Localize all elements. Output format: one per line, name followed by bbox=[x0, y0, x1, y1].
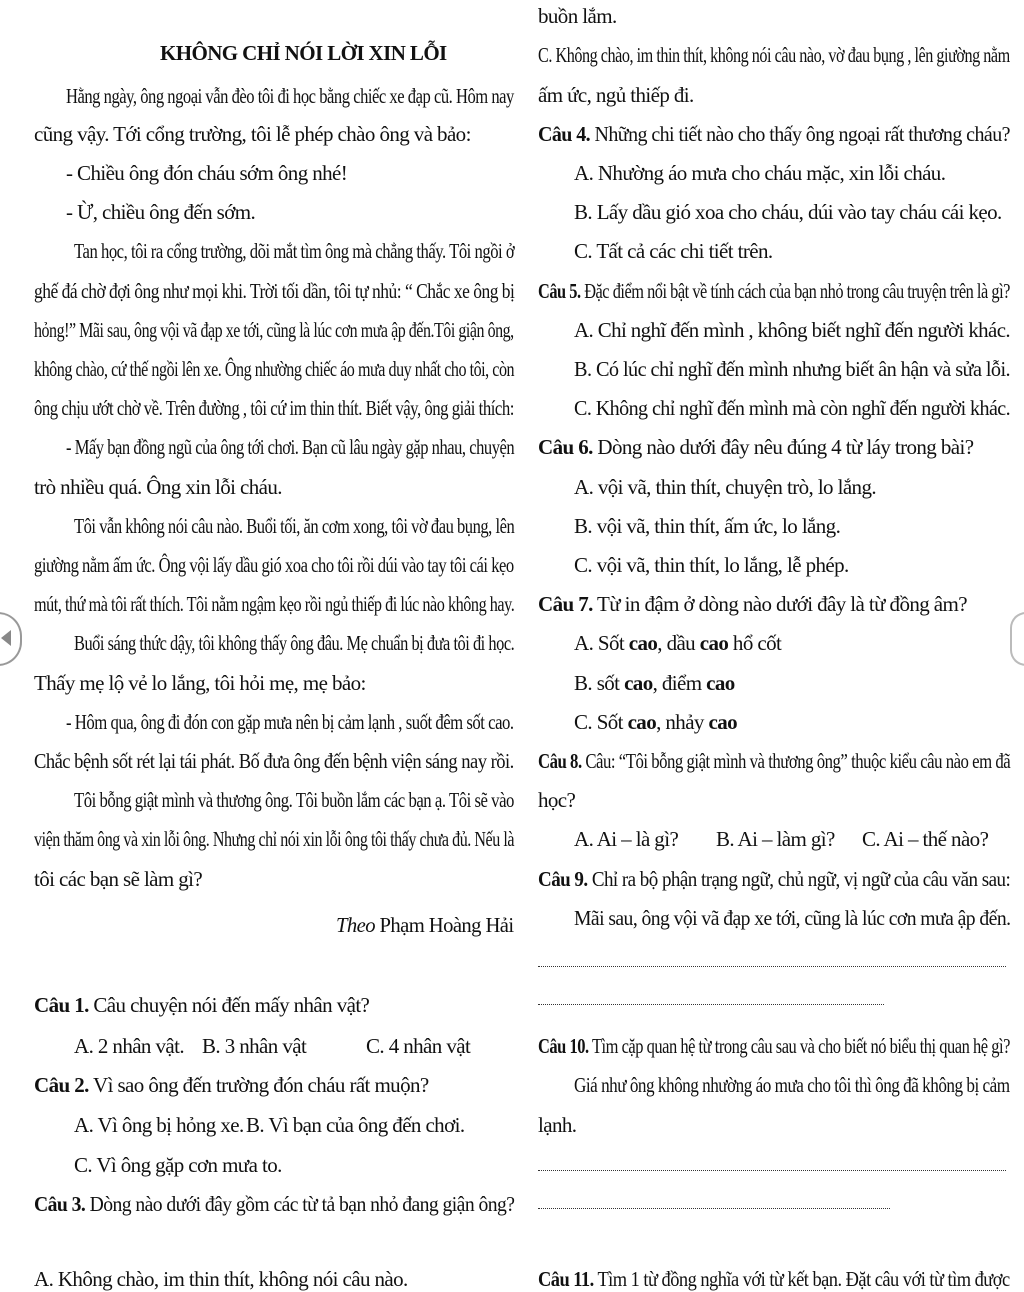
question-8: Câu 8. Câu: “Tôi bỗng giật mình và thương ông” thuộc kiểu câu nào em đã bbox=[538, 749, 1011, 773]
q3-option-a[interactable]: A. Không chào, im thin thít, không nói câu nào. bbox=[34, 1267, 408, 1291]
q5-option-b[interactable]: B. Có lúc chỉ nghĩ đến mình nhưng biết ân hận và sửa lỗi. bbox=[574, 357, 1011, 381]
story-line: - Hôm qua, ông đi đón con gặp mưa nên bị cảm lạnh , suốt đêm sốt cao. bbox=[66, 710, 514, 734]
question-7: Câu 7. Từ in đậm ở dòng nào dưới đây là từ đồng âm? bbox=[538, 592, 967, 616]
q5-option-a[interactable]: A. Chỉ nghĩ đến mình , không biết nghĩ đến người khác. bbox=[574, 318, 1011, 342]
q7-option-a[interactable]: A. Sốt cao, dầu cao hổ cốt bbox=[574, 631, 782, 655]
q2-option-a[interactable]: A. Vì ông bị hỏng xe. bbox=[74, 1113, 244, 1137]
story-line: ông chịu ướt chờ về. Trên đường , tôi cứ im thin thít. Biết vậy, ông giải thích: bbox=[34, 396, 514, 420]
story-line: cũng vậy. Tới cổng trường, tôi lễ phép chào ông và bảo: bbox=[34, 122, 471, 146]
story-line: - Chiều ông đón cháu sớm ông nhé! bbox=[66, 161, 348, 185]
question-2: Câu 2. Vì sao ông đến trường đón cháu rất muộn? bbox=[34, 1073, 429, 1097]
story-line: Hằng ngày, ông ngoại vẫn đèo tôi đi học bằng chiếc xe đạp cũ. Hôm nay bbox=[66, 84, 514, 108]
story-line: - Ừ, chiều ông đến sớm. bbox=[66, 200, 256, 224]
q8-option-c[interactable]: C. Ai – thế nào? bbox=[862, 827, 989, 851]
previous-page-arrow-icon[interactable] bbox=[0, 612, 22, 666]
q7-option-c[interactable]: C. Sốt cao, nhảy cao bbox=[574, 710, 738, 734]
story-line: - Mấy bạn đồng ngũ của ông tới chơi. Bạn cũ lâu ngày gặp nhau, chuyện bbox=[66, 435, 515, 459]
next-page-arrow-icon[interactable] bbox=[1010, 612, 1024, 666]
q3-option-c[interactable]: C. Không chào, im thin thít, không nói câu nào, vờ đau bụng , lên giường nằm bbox=[538, 43, 1010, 67]
story-line: Buổi sáng thức dậy, tôi không thấy ông đâu. Mẹ chuẩn bị đưa tôi đi học. bbox=[74, 631, 515, 655]
story-line: mút, thứ mà tôi rất thích. Tôi nằm ngậm kẹo rồi ngủ thiếp đi lúc nào không hay. bbox=[34, 592, 515, 616]
q8-option-b[interactable]: B. Ai – làm gì? bbox=[716, 827, 835, 851]
answer-line: ấm ức, ngủ thiếp đi. bbox=[538, 83, 694, 107]
q1-option-a[interactable]: A. 2 nhân vật. bbox=[74, 1034, 184, 1058]
q10-sentence-cont: lạnh. bbox=[538, 1113, 577, 1137]
q2-option-c[interactable]: C. Vì ông gặp cơn mưa to. bbox=[74, 1153, 282, 1177]
q4-option-a[interactable]: A. Nhường áo mưa cho cháu mặc, xin lỗi cháu. bbox=[574, 161, 946, 185]
question-8-cont: học? bbox=[538, 788, 576, 812]
q9-sentence: Mãi sau, ông vội vã đạp xe tới, cũng là lúc cơn mưa ập đến. bbox=[574, 906, 1011, 930]
q2-option-b[interactable]: B. Vì bạn của ông đến chơi. bbox=[246, 1113, 465, 1137]
answer-line-blank[interactable] bbox=[538, 1208, 890, 1209]
question-6: Câu 6. Dòng nào dưới đây nêu đúng 4 từ láy trong bài? bbox=[538, 435, 974, 459]
story-line: Tôi vẫn không nói câu nào. Buổi tối, ăn cơm xong, tôi vờ đau bụng, lên bbox=[74, 514, 515, 538]
story-line: viện thăm ông và xin lỗi ông. Nhưng chỉ nói xin lỗi ông tôi thấy chưa đủ. Nếu là bbox=[34, 827, 514, 851]
q5-option-c[interactable]: C. Không chỉ nghĩ đến mình mà còn nghĩ đến người khác. bbox=[574, 396, 1011, 420]
story-line: Thấy mẹ lộ vẻ lo lắng, tôi hỏi mẹ, mẹ bảo: bbox=[34, 671, 366, 695]
q4-option-c[interactable]: C. Tất cả các chi tiết trên. bbox=[574, 239, 773, 263]
question-5: Câu 5. Đặc điểm nổi bật về tính cách của bạn nhỏ trong câu truyện trên là gì? bbox=[538, 279, 1010, 303]
story-line: trò nhiều quá. Ông xin lỗi cháu. bbox=[34, 475, 282, 499]
q8-option-a[interactable]: A. Ai – là gì? bbox=[574, 827, 679, 851]
story-line: ghế đá chờ đợi ông như mọi khi. Trời tối dần, tôi tự nhủ: “ Chắc xe ông bị bbox=[34, 279, 515, 303]
q6-option-a[interactable]: A. vội vã, thin thít, chuyện trò, lo lắng. bbox=[574, 475, 877, 499]
story-line: Tôi bỗng giật mình và thương ông. Tôi buồn lắm các bạn ạ. Tôi sẽ vào bbox=[74, 788, 514, 812]
answer-line-blank[interactable] bbox=[538, 1004, 884, 1005]
story-line: không chào, cứ thế ngồi lên xe. Ông nhường chiếc áo mưa duy nhất cho tôi, còn bbox=[34, 357, 515, 381]
question-9: Câu 9. Chỉ ra bộ phận trạng ngữ, chủ ngữ, vị ngữ của câu văn sau: bbox=[538, 867, 1011, 891]
q1-option-c[interactable]: C. 4 nhân vật bbox=[366, 1034, 471, 1058]
story-title: KHÔNG CHỈ NÓI LỜI XIN LỖI bbox=[160, 41, 447, 65]
q7-option-b[interactable]: B. sốt cao, điểm cao bbox=[574, 671, 735, 695]
story-line: giường nằm ấm ức. Ông vội lấy dầu gió xoa cho tôi rồi dúi vào tay tôi cái kẹo bbox=[34, 553, 514, 577]
story-line: tôi các bạn sẽ làm gì? bbox=[34, 867, 203, 891]
answer-line-blank[interactable] bbox=[538, 966, 1006, 967]
q10-sentence: Giá như ông không nhường áo mưa cho tôi thì ông đã không bị cảm bbox=[574, 1073, 1010, 1097]
q6-option-c[interactable]: C. vội vã, thin thít, lo lắng, lễ phép. bbox=[574, 553, 849, 577]
story-author: Theo Phạm Hoàng Hải bbox=[336, 913, 514, 937]
question-10: Câu 10. Tìm cặp quan hệ từ trong câu sau và cho biết nó biểu thị quan hệ gì? bbox=[538, 1034, 1010, 1058]
answer-line-blank[interactable] bbox=[538, 1170, 1006, 1171]
q6-option-b[interactable]: B. vội vã, thin thít, ấm ức, lo lắng. bbox=[574, 514, 841, 538]
question-1: Câu 1. Câu chuyện nói đến mấy nhân vật? bbox=[34, 993, 370, 1017]
question-11: Câu 11. Tìm 1 từ đồng nghĩa với từ kết bạn. Đặt câu với từ tìm được bbox=[538, 1267, 1010, 1291]
question-4: Câu 4. Những chi tiết nào cho thấy ông ngoại rất thương cháu? bbox=[538, 122, 1010, 146]
q1-option-b[interactable]: B. 3 nhân vật bbox=[202, 1034, 307, 1058]
answer-line: buồn lắm. bbox=[538, 4, 617, 28]
story-line: Chắc bệnh sốt rét lại tái phát. Bố đưa ông đến bệnh viện sáng nay rồi. bbox=[34, 749, 514, 773]
question-3: Câu 3. Dòng nào dưới đây gồm các từ tả bạn nhỏ đang giận ông? bbox=[34, 1192, 515, 1216]
story-line: hỏng!” Mãi sau, ông vội vã đạp xe tới, cũng là lúc cơn mưa ập đến.Tôi giận ông, bbox=[34, 318, 514, 342]
story-line: Tan học, tôi ra cổng trường, dõi mắt tìm ông mà chẳng thấy. Tôi ngồi ở bbox=[74, 239, 515, 263]
q4-option-b[interactable]: B. Lấy dầu gió xoa cho cháu, dúi vào tay cháu cái kẹo. bbox=[574, 200, 1002, 224]
